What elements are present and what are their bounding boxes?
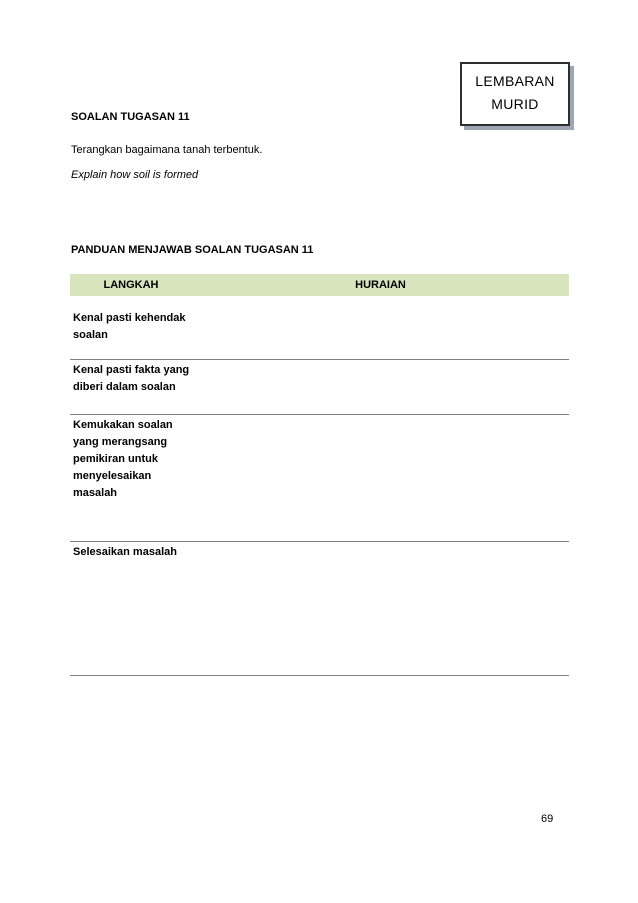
- row-step: Kenal pasti fakta yang diberi dalam soalan: [73, 364, 190, 393]
- table-row: [70, 360, 569, 415]
- table-row: [70, 542, 569, 676]
- question-english: Explain how soil is formed: [71, 169, 199, 181]
- guide-title: PANDUAN MENJAWAB SOALAN TUGASAN 11: [71, 244, 314, 256]
- task-title: SOALAN TUGASAN 11: [71, 111, 190, 123]
- question-malay: Terangkan bagaimana tanah terbentuk.: [71, 144, 263, 156]
- row-step: Kenal pasti kehendak soalan: [73, 312, 186, 341]
- header-description: HURAIAN: [355, 279, 406, 291]
- table-row: [70, 308, 569, 360]
- row-step: Kemukakan soalan yang merangsang pemikiran untuk menyelesaikan masalah: [73, 419, 173, 499]
- table-row: [70, 415, 569, 542]
- table-header: [70, 274, 569, 296]
- badge-line-2: MURID: [491, 96, 539, 112]
- answer-guide-table: [70, 274, 569, 676]
- header-step: LANGKAH: [103, 279, 159, 291]
- worksheet-badge: [460, 62, 570, 126]
- page-number: 69: [541, 813, 554, 825]
- badge-line-1: LEMBARAN: [475, 73, 555, 89]
- row-step: Selesaikan masalah: [73, 546, 177, 558]
